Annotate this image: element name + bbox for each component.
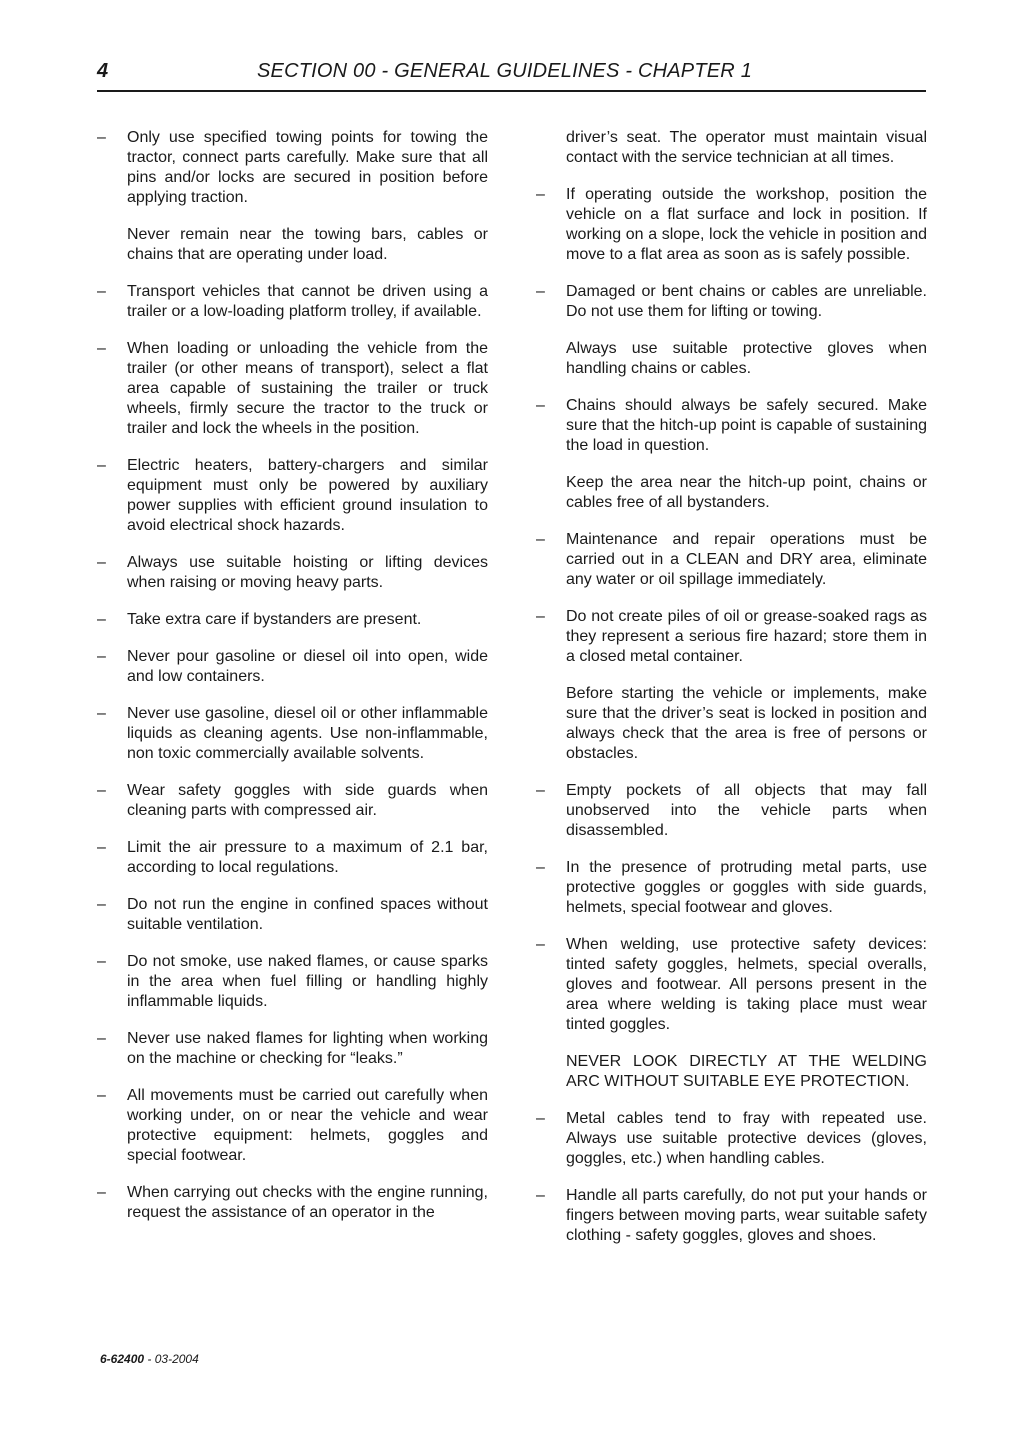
item-text: Transport vehicles that cannot be driven using a trailer or a low-loading platform trolley, if available. xyxy=(127,283,488,320)
item-text: Never use naked flames for lighting when working on the machine or checking for “leaks.” xyxy=(127,1030,488,1067)
continuation-paragraph xyxy=(536,339,927,379)
bullet-dash: – xyxy=(97,129,106,146)
list-item xyxy=(97,838,488,878)
bullet-dash: – xyxy=(97,340,106,357)
list-item xyxy=(97,704,488,764)
section-title: SECTION 00 - GENERAL GUIDELINES - CHAPTER 1 xyxy=(257,60,753,82)
bullet-dash: – xyxy=(536,186,545,203)
list-item xyxy=(536,530,927,590)
item-text: Never remain near the towing bars, cables or chains that are operating under load. xyxy=(127,226,488,263)
bullet-dash: – xyxy=(97,457,106,474)
list-item xyxy=(97,1029,488,1069)
bullet-dash: – xyxy=(536,531,545,548)
bullet-dash: – xyxy=(97,896,106,913)
bullet-dash: – xyxy=(536,1110,545,1127)
page-number: 4 xyxy=(97,60,109,82)
bullet-dash: – xyxy=(536,283,545,300)
list-item xyxy=(536,935,927,1035)
list-item xyxy=(536,607,927,667)
list-item xyxy=(97,339,488,439)
bullet-dash: – xyxy=(536,1187,545,1204)
item-text: Handle all parts carefully, do not put your hands or fingers between moving parts, wear suitable safety clothing - safety goggles, gloves and shoes. xyxy=(566,1187,927,1244)
item-text: Damaged or bent chains or cables are unreliable. Do not use them for lifting or towing. xyxy=(566,283,927,320)
list-item xyxy=(97,895,488,935)
continuation-paragraph xyxy=(536,1052,927,1092)
bullet-dash: – xyxy=(536,397,545,414)
bullet-dash: – xyxy=(536,859,545,876)
list-item xyxy=(536,1109,927,1169)
list-item xyxy=(536,1186,927,1246)
list-item xyxy=(97,456,488,536)
bullet-dash: – xyxy=(97,648,106,665)
bullet-dash: – xyxy=(97,1030,106,1047)
list-item xyxy=(536,396,927,456)
item-text: Metal cables tend to fray with repeated use. Always use suitable protective devices (gloves, goggles, etc.) when handling cables. xyxy=(566,1110,927,1167)
list-item xyxy=(97,781,488,821)
item-text: When welding, use protective safety devices: tinted safety goggles, helmets, special overalls, gloves and footwear. All persons present in the area where welding is taking place must wear tinted goggles. xyxy=(566,936,927,1033)
item-text: Limit the air pressure to a maximum of 2.1 bar, according to local regulations. xyxy=(127,839,488,876)
bullet-dash: – xyxy=(536,936,545,953)
item-text: Always use suitable hoisting or lifting devices when raising or moving heavy parts. xyxy=(127,554,488,591)
list-item xyxy=(97,647,488,687)
item-text: If operating outside the workshop, position the vehicle on a flat surface and lock in position. If working on a slope, lock the vehicle in position and move to a flat area as soon as is safely possible. xyxy=(566,186,927,263)
list-item xyxy=(97,282,488,322)
item-text: Do not run the engine in confined spaces without suitable ventilation. xyxy=(127,896,488,933)
item-text: Never pour gasoline or diesel oil into open, wide and low containers. xyxy=(127,648,488,685)
list-item xyxy=(97,128,488,208)
item-text: Maintenance and repair operations must be carried out in a CLEAN and DRY area, eliminate any water or oil spillage immediately. xyxy=(566,531,927,588)
item-text: Electric heaters, battery-chargers and similar equipment must only be powered by auxiliary power supplies with efficient ground insulation to avoid electrical shock hazards. xyxy=(127,457,488,534)
bullet-dash: – xyxy=(97,705,106,722)
bullet-dash: – xyxy=(97,1087,106,1104)
bullet-dash: – xyxy=(97,953,106,970)
item-text: Empty pockets of all objects that may fall unobserved into the vehicle parts when disassembled. xyxy=(566,782,927,839)
list-item xyxy=(97,553,488,593)
item-text: Do not create piles of oil or grease-soaked rags as they represent a serious fire hazard; store them in a closed metal container. xyxy=(566,608,927,665)
continuation-paragraph xyxy=(536,684,927,764)
bullet-dash: – xyxy=(97,554,106,571)
bullet-dash: – xyxy=(536,608,545,625)
list-item xyxy=(97,1086,488,1166)
item-text: Never use gasoline, diesel oil or other inflammable liquids as cleaning agents. Use non-inflammable, non toxic commercially available solvents. xyxy=(127,705,488,762)
item-text: All movements must be carried out carefully when working under, on or near the vehicle and wear protective equipment: helmets, goggles and special footwear. xyxy=(127,1087,488,1164)
list-item xyxy=(97,1183,488,1223)
list-item xyxy=(536,858,927,918)
item-text: NEVER LOOK DIRECTLY AT THE WELDING ARC WITHOUT SUITABLE EYE PROTECTION. xyxy=(566,1053,927,1090)
bullet-dash: – xyxy=(97,839,106,856)
item-text: In the presence of protruding metal parts, use protective goggles or goggles with side guards, helmets, special footwear and gloves. xyxy=(566,859,927,916)
list-item xyxy=(536,781,927,841)
left-column xyxy=(97,128,488,1240)
item-text: driver’s seat. The operator must maintain visual contact with the service technician at all times. xyxy=(566,129,927,166)
footer-separator: - xyxy=(144,1352,155,1366)
bullet-dash: – xyxy=(97,611,106,628)
item-text: Wear safety goggles with side guards when cleaning parts with compressed air. xyxy=(127,782,488,819)
item-text: Only use specified towing points for towing the tractor, connect parts carefully. Make sure that all pins and/or locks are secured in position before applying traction. xyxy=(127,129,488,206)
list-item xyxy=(536,282,927,322)
item-text: When carrying out checks with the engine running, request the assistance of an operator in the xyxy=(127,1184,488,1221)
list-item xyxy=(97,952,488,1012)
item-text: Always use suitable protective gloves when handling chains or cables. xyxy=(566,340,927,377)
item-text: Chains should always be safely secured. Make sure that the hitch-up point is capable of sustaining the load in question. xyxy=(566,397,927,454)
list-item xyxy=(536,185,927,265)
page-header xyxy=(97,58,926,92)
document-code: 6-62400 xyxy=(100,1352,145,1366)
page-footer xyxy=(100,1352,199,1366)
bullet-dash: – xyxy=(97,283,106,300)
list-item xyxy=(97,610,488,630)
item-text: Take extra care if bystanders are present. xyxy=(127,611,422,628)
right-column xyxy=(536,128,927,1263)
continuation-paragraph xyxy=(97,225,488,265)
document-date: 03-2004 xyxy=(154,1352,199,1366)
bullet-dash: – xyxy=(97,1184,106,1201)
item-text: Do not smoke, use naked flames, or cause sparks in the area when fuel filling or handling highly inflammable liquids. xyxy=(127,953,488,1010)
item-text: Before starting the vehicle or implements, make sure that the driver’s seat is locked in position and always check that the area is free of persons or obstacles. xyxy=(566,685,927,762)
item-text: When loading or unloading the vehicle from the trailer (or other means of transport), select a flat area capable of sustaining the trailer or truck wheels, firmly secure the tractor to the truck or trailer and lock the wheels in the position. xyxy=(127,340,488,437)
bullet-dash: – xyxy=(97,782,106,799)
item-text: Keep the area near the hitch-up point, chains or cables free of all bystanders. xyxy=(566,474,927,511)
continuation-paragraph xyxy=(536,473,927,513)
continuation-paragraph xyxy=(536,128,927,168)
bullet-dash: – xyxy=(536,782,545,799)
